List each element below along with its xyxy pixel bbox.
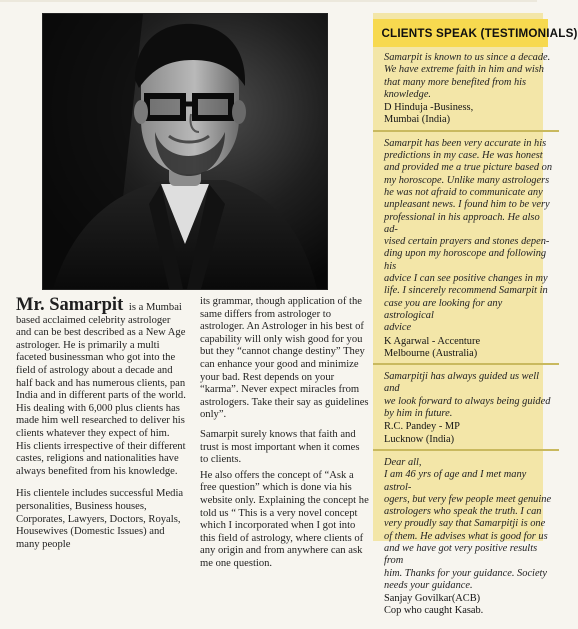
testimonial-item — [384, 457, 554, 623]
testimonial-item — [384, 138, 554, 365]
testimonial-quote: Samarpitji has always guided us well and we look forward to always being guided by him in future. — [384, 371, 551, 420]
testimonial-quote: Dear all, I am 46 yrs of age and I met many astrol- ogers, but very few people meet genuine astrologers who speak the truth. I can very proudly say that Samarpitji is one of them. He advises what is good for us and we have got very positive results from him. Thanks for your guidance. Society needs your guidance. — [384, 456, 552, 591]
testimonial-author-line: R.C. Pandey - MP — [384, 421, 460, 433]
testimonial-author-line: D Hinduja -Business, — [384, 102, 474, 114]
profile-article — [16, 295, 369, 569]
testimonial-quote: Samarpit has been very accurate in his predictions in my case. He was honest and provided me a true picture based on my horoscope. Unlike many astrologers he was not afraid to communicate any unpleasant news. I found him to be very professional in his approach. He also ad- vised certain prayers and stones depen- ding upon my horoscope and following his advice I can see positive changes in my life. I sincerely recommend Samarpit in case you are looking for any astrological advice — [384, 137, 553, 334]
article-paragraph: He also offers the concept of “Ask a free question” which is done via his website only. Explaining the concept he told us “ This is a very novel concept which I incorporated when I got into this field of astrology, where clients of any origin and from anywhere can ask me one question. — [200, 469, 369, 569]
article-paragraph: is a Mumbai based acclaimed celebrity astrologer and can be best described as a New Age astrologer. He is primarily a multi faceted businessman who got into the field of astrology about a decade and half back and has numerous clients, pan India and in different parts of the world. His dealing with 6,000 plus clients has made him well researched to deliver his clients whatever they expect of him. His clients irrespective of their different castes, religions and nationalities have always benefited from his knowledge. — [16, 302, 186, 477]
portrait-photo — [42, 13, 328, 290]
article-paragraph: His clientele includes successful Media personalities, Business houses, Corporates, Lawyers, Doctors, Royals, Housewives (Domestic Issues) and many people — [16, 488, 184, 550]
testimonial-quote: Samarpit is known to us since a decade. We have extreme faith in him and wish that many more benefited from his knowledge. — [384, 52, 551, 100]
testimonial-author-line: K Agarwal - Accenture — [384, 335, 481, 347]
article-paragraph: its grammar, though application of the same differs from astrologer to astrologer. An Astrologer in his best of capability will only wish good for you but they “cannot change destiny” They can enhance your good and minimize your bad. Rest depends on your “karma”. Never expect miracles from astrologers. Take their say as guidelines only”. — [200, 296, 369, 421]
testimonial-author-line: Cop who caught Kasab. — [384, 605, 484, 617]
testimonials-header — [373, 19, 578, 47]
testimonial-author-line: Melbourne (Australia) — [384, 347, 478, 359]
article-paragraph: Samarpit surely knows that faith and trust is most important when it comes to clients. — [200, 428, 360, 466]
testimonial-author — [384, 593, 554, 618]
testimonial-author-line: Mumbai (India) — [384, 114, 451, 126]
testimonials-title: CLIENTS SPEAK (TESTIMONIALS) — [381, 26, 578, 40]
astrologer-name: Mr. Samarpit — [16, 295, 124, 315]
portrait-illustration — [43, 14, 327, 289]
article-column-left — [16, 296, 186, 558]
article-column-right — [200, 296, 370, 577]
testimonials-list — [384, 52, 554, 629]
testimonial-author — [384, 421, 554, 446]
testimonials-sidebar — [373, 13, 578, 617]
testimonial-author — [384, 102, 554, 127]
testimonial-item — [384, 371, 554, 451]
testimonial-author-line: Lucknow (India) — [384, 433, 455, 445]
testimonial-author-line: Sanjay Govilkar(ACB) — [384, 593, 481, 605]
page-trim — [0, 0, 537, 2]
testimonial-item — [384, 52, 554, 132]
article-lead-paragraph — [16, 296, 186, 478]
testimonial-author — [384, 336, 554, 361]
